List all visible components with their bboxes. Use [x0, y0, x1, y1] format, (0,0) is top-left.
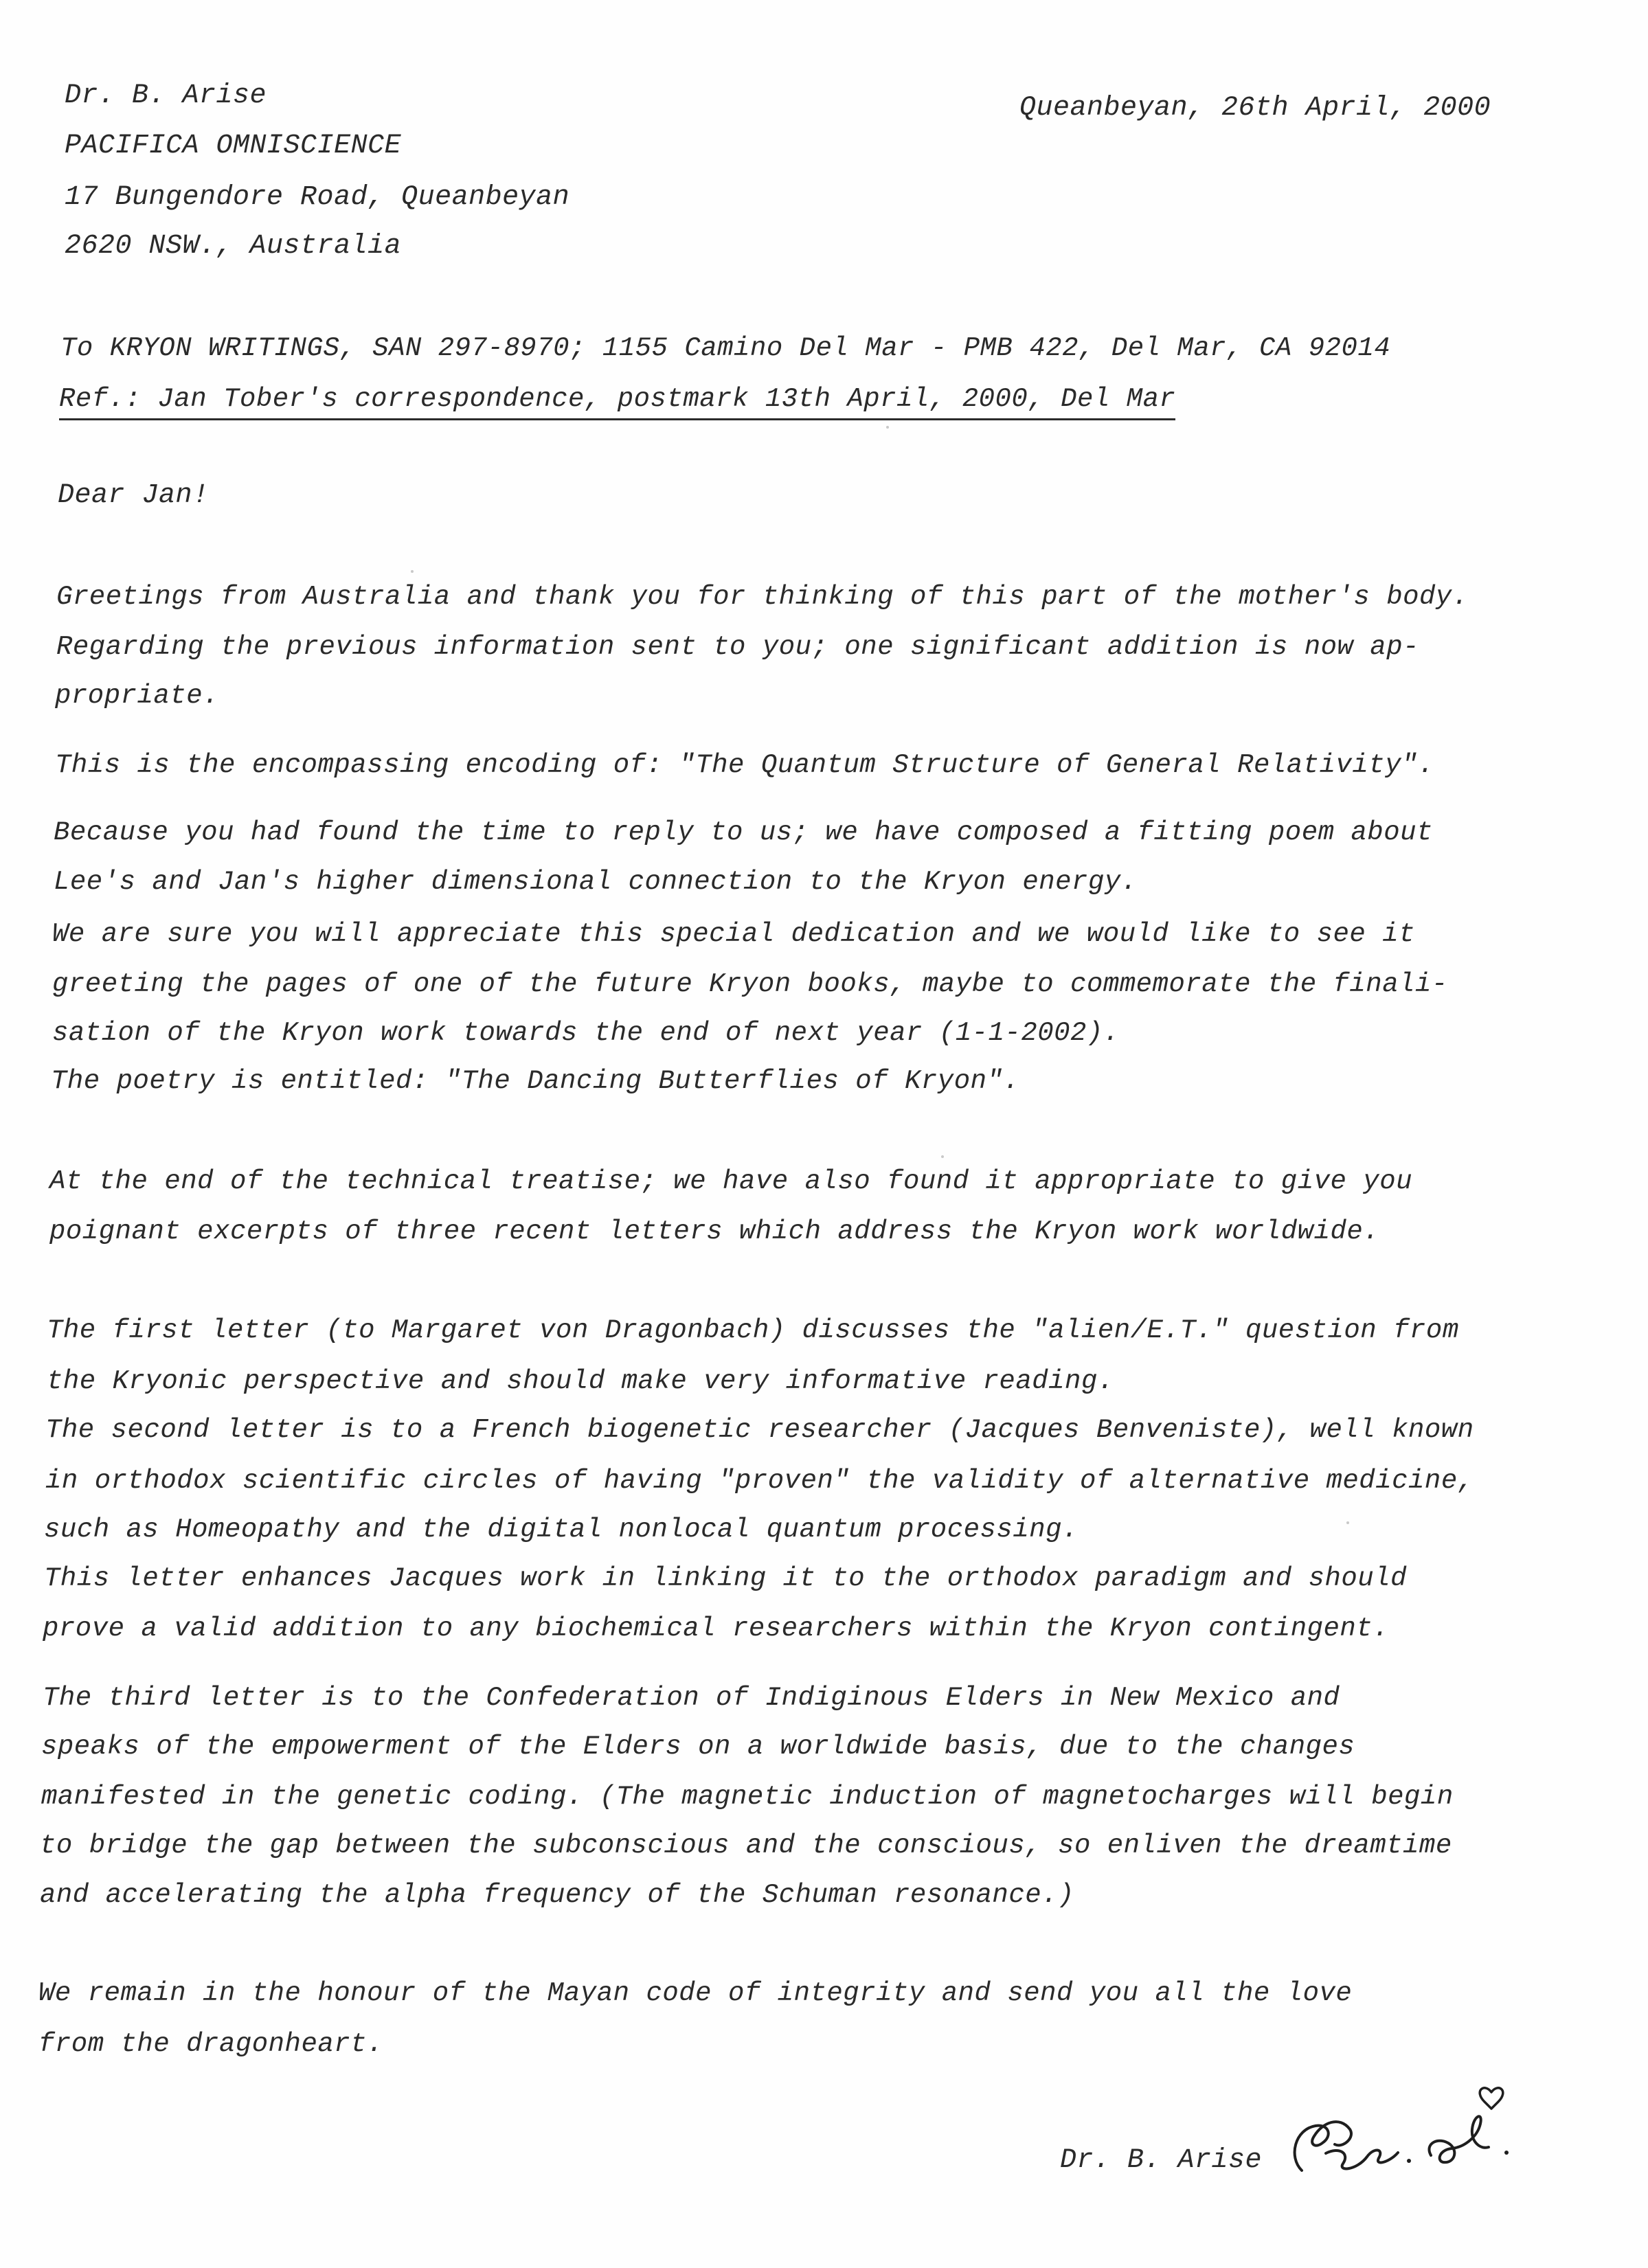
- body-line: Lee's and Jan's higher dimensional connection to the Kryon energy.: [54, 867, 1138, 897]
- sender-postcode: 2620 NSW., Australia: [65, 231, 402, 262]
- paper-speck: [886, 426, 889, 429]
- paper-speck: [411, 570, 414, 573]
- salutation: Dear Jan!: [58, 480, 210, 511]
- body-line: At the end of the technical treatise; we have also found it appropriate to give you: [49, 1166, 1413, 1197]
- body-line: speaks of the empowerment of the Elders on a worldwide basis, due to the changes: [41, 1732, 1355, 1762]
- body-line: such as Homeopathy and the digital nonlocal quantum processing.: [44, 1515, 1079, 1545]
- body-line: sation of the Kryon work towards the end of next year (1-1-2002).: [52, 1018, 1120, 1048]
- body-line: Regarding the previous information sent to you; one significant addition is now ap-: [56, 632, 1420, 662]
- body-line: The second letter is to a French biogenetic researcher (Jacques Benveniste), well known: [45, 1415, 1474, 1445]
- body-line: This is the encompassing encoding of: "The Quantum Structure of General Relativity".: [55, 750, 1434, 780]
- body-line: prove a valid addition to any biochemical researchers within the Kryon contingent.: [43, 1613, 1390, 1644]
- body-line: The poetry is entitled: "The Dancing Butterflies of Kryon".: [51, 1066, 1020, 1096]
- body-line: from the dragonheart.: [38, 2029, 383, 2059]
- dateline: Queanbeyan, 26th April, 2000: [1019, 93, 1491, 124]
- body-line: the Kryonic perspective and should make very informative reading.: [47, 1366, 1114, 1396]
- body-line: in orthodox scientific circles of having "proven" the validity of alternative medicine,: [45, 1466, 1474, 1496]
- reference-line: Ref.: Jan Tober's correspondence, postmark 13th April, 2000, Del Mar: [59, 383, 1175, 420]
- paper-speck: [1346, 1521, 1349, 1524]
- body-line: We remain in the honour of the Mayan code of integrity and send you all the love: [38, 1978, 1353, 2008]
- body-line: Because you had found the time to reply to us; we have composed a fitting poem about: [54, 817, 1433, 848]
- recipient-line: To KRYON WRITINGS, SAN 297-8970; 1155 Camino Del Mar - PMB 422, Del Mar, CA 92014: [60, 333, 1391, 363]
- body-line: and accelerating the alpha frequency of the Schuman resonance.): [40, 1880, 1074, 1910]
- body-line: This letter enhances Jacques work in linking it to the orthodox paradigm and should: [44, 1563, 1408, 1594]
- body-line: The first letter (to Margaret von Dragonbach) discusses the "alien/E.T." question from: [47, 1315, 1459, 1346]
- sender-name: Dr. B. Arise: [65, 80, 267, 111]
- paper-speck: [941, 1155, 944, 1158]
- body-line: manifested in the genetic coding. (The magnetic induction of magnetocharges will begin: [41, 1782, 1454, 1812]
- body-line: to bridge the gap between the subconscious and the conscious, so enliven the dreamtime: [40, 1830, 1452, 1861]
- body-line: greeting the pages of one of the future Kryon books, maybe to commemorate the finali-: [52, 969, 1448, 999]
- closing-name: Dr. B. Arise: [1060, 2145, 1263, 2176]
- body-line: We are sure you will appreciate this special dedication and we would like to see it: [52, 919, 1416, 949]
- body-line: propriate.: [55, 681, 220, 711]
- sender-organization: PACIFICA OMNISCIENCE: [65, 131, 402, 161]
- body-line: Greetings from Australia and thank you for thinking of this part of the mother's body.: [56, 582, 1469, 612]
- handwritten-signature: [1274, 2067, 1522, 2191]
- body-line: The third letter is to the Confederation of Indiginous Elders in New Mexico and: [43, 1683, 1340, 1713]
- body-line: poignant excerpts of three recent letters which address the Kryon work worldwide.: [49, 1216, 1380, 1247]
- sender-street: 17 Bungendore Road, Queanbeyan: [65, 182, 570, 213]
